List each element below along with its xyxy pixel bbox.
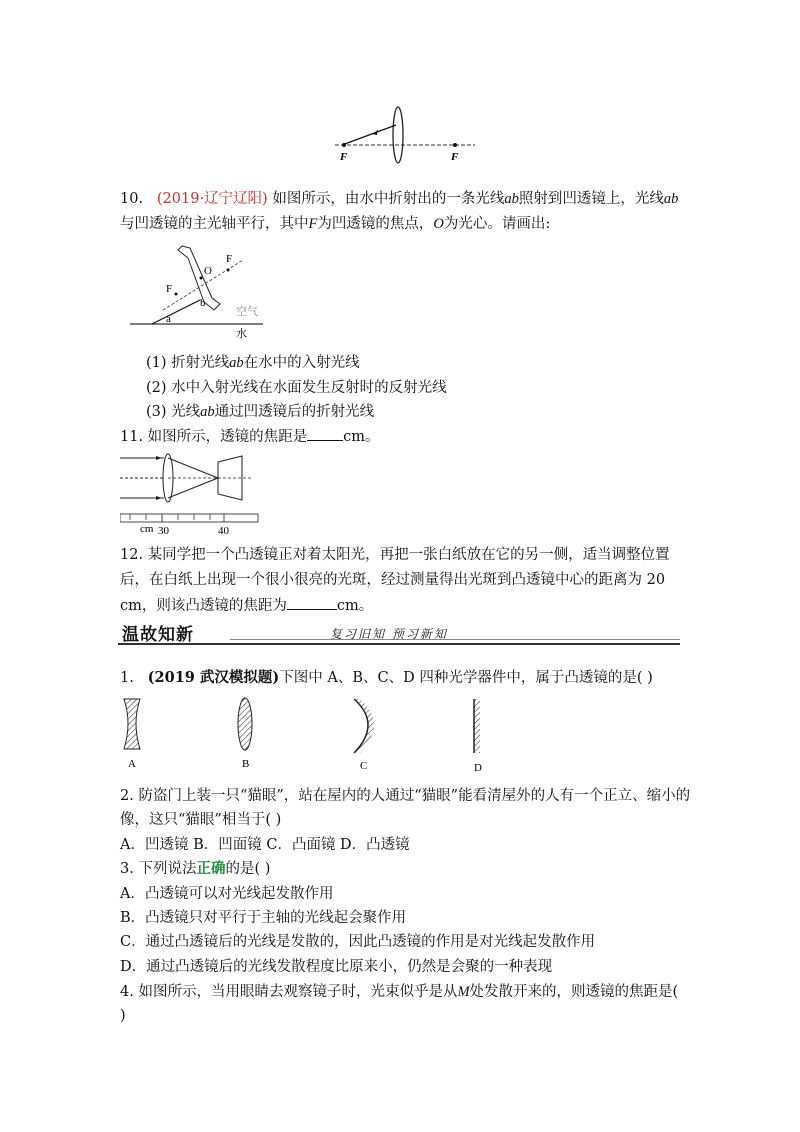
- q10-line2: 与凹透镜的主光轴平行，其中F为凹透镜的焦点，O为光心。请画出:: [120, 216, 551, 232]
- q10-sub3: (3) 光线ab通过凹透镜后的折射光线: [146, 404, 375, 420]
- figure-convex-lens: [330, 105, 480, 165]
- label-f1: F: [166, 283, 173, 295]
- label-f2: F: [226, 253, 233, 265]
- label-a: a: [166, 313, 171, 325]
- p2-line1: 2. 防盗门上装一只“猫眼”，站在屋内的人通过“猫眼”能看清屋外的人有一个正立、缩小的: [120, 788, 691, 804]
- section-divider-thin: [230, 639, 680, 640]
- p3-option-d: D．通过凸透镜后的光线发散程度比原来小，仍然是会聚的一种表现: [120, 959, 553, 975]
- label-30: 30: [158, 525, 169, 536]
- p3-option-a: A．凸透镜可以对光线起发散作用: [120, 886, 334, 902]
- q12-line3: cm，则该凸透镜的焦距为 cm。: [120, 595, 373, 616]
- section-title: 温故知新: [122, 625, 194, 645]
- p2-line2: 像，这只“猫眼”相当于( ): [120, 812, 282, 828]
- q10-sub2: (2) 水中入射光线在水面发生反射时的反射光线: [146, 380, 447, 396]
- label-device-d: D: [474, 762, 482, 774]
- label-water: 水: [236, 328, 247, 340]
- label-cm: cm: [140, 523, 154, 535]
- p3-question: 3. 下列说法正确的是( ): [120, 860, 271, 877]
- q11-text: 11. 如图所示，透镜的焦距是 cm。: [120, 426, 380, 447]
- label-device-a: A: [128, 758, 136, 770]
- p1-text: 1. (2019 武汉模拟题)下图中 A、B、C、D 四种光学器件中，属于凸透镜的是( ): [120, 669, 653, 686]
- p2-options: A．凹透镜 B．凹面镜 C．凸面镜 D．凸透镜: [120, 837, 410, 853]
- q12-line2: 后，在白纸上出现一个很小很亮的光斑，经过测量得出光斑到凸透镜中心的距离为 20: [120, 572, 666, 588]
- label-device-b: B: [242, 758, 250, 770]
- p3-option-b: B．凸透镜只对平行于主轴的光线起会聚作用: [120, 910, 407, 926]
- figure-focal-length-bench: [120, 448, 260, 536]
- label-40: 40: [218, 525, 229, 536]
- label-right-f: F: [451, 151, 459, 163]
- q10-line1: 10. (2019·辽宁辽阳) 如图所示，由水中折射出的一条光线ab照射到凹透镜上，光线ab: [120, 191, 679, 207]
- p4-line2: ): [120, 1008, 126, 1024]
- p4-line1: 4. 如图所示，当用眼睛去观察镜子时，光束似乎是从M处发散开来的，则透镜的焦距是(: [120, 984, 679, 1000]
- q12-line1: 12. 某同学把一个凸透镜正对着太阳光，再把一张白纸放在它的另一侧，适当调整位置: [120, 547, 670, 563]
- label-b: b: [200, 297, 206, 309]
- figure-optical-devices: [118, 695, 498, 777]
- q10-sub1: (1) 折射光线ab在水中的入射光线: [146, 355, 360, 371]
- section-subtitle: 复习旧知 预习新知: [330, 627, 448, 641]
- figure-concave-lens-water: [128, 240, 268, 340]
- label-left-f: F: [340, 151, 348, 163]
- section-divider: [118, 643, 680, 645]
- label-device-c: C: [360, 760, 368, 772]
- p3-option-c: C．通过凸透镜后的光线是发散的，因此凸透镜的作用是对光线起发散作用: [120, 934, 596, 950]
- label-o: O: [204, 265, 212, 277]
- label-air: 空气: [236, 306, 258, 318]
